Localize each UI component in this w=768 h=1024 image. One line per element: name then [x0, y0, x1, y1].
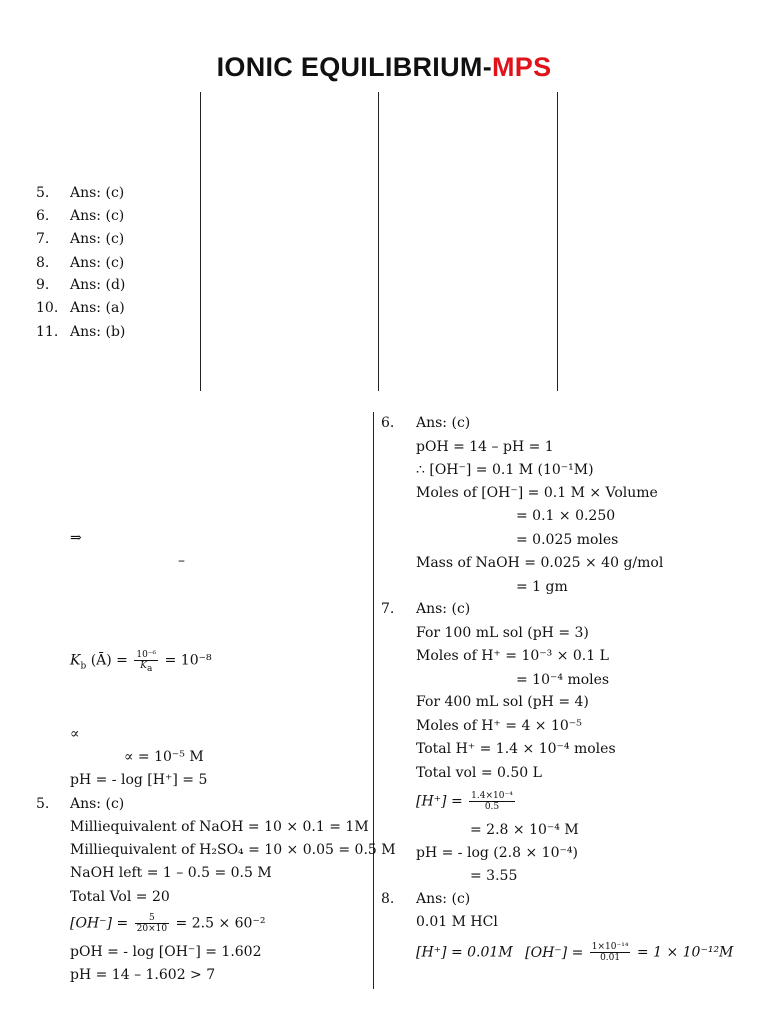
solution-line: pOH = - log [OH⁻] = 1.602 — [70, 944, 262, 960]
page-title — [0, 52, 768, 83]
answer-text: Ans: (b) — [70, 324, 126, 340]
answer-text: Ans: (c) — [416, 891, 471, 907]
answer-text: Ans: (c) — [70, 255, 125, 271]
answer-number: 6. — [36, 208, 50, 224]
kb-equation — [70, 650, 212, 674]
solution-line: Total vol = 0.50 L — [416, 765, 542, 781]
solution-line: pH = 14 – 1.602 > 7 — [70, 967, 216, 983]
answer-text: Ans: (a) — [70, 300, 125, 316]
solution-line: = 0.1 × 0.250 — [516, 508, 616, 524]
oh-fraction — [135, 913, 169, 934]
oh-result: = 2.5 × 60⁻² — [175, 915, 266, 932]
title-accent: MPS — [491, 52, 552, 82]
answer-number: 8. — [36, 255, 50, 271]
answer-number: 11. — [36, 324, 59, 340]
question-number: 5. — [36, 796, 50, 812]
answer-text: Ans: (c) — [70, 185, 125, 201]
solution-line: = 0.025 moles — [516, 532, 619, 548]
oh-numerator: 5 — [135, 913, 169, 924]
solution-line: Milliequivalent of H₂SO₄ = 10 × 0.05 = 0.5 M — [70, 842, 396, 858]
solution-line: ∴ [OH⁻] = 0.1 M (10⁻¹M) — [416, 462, 594, 478]
kb-argument: (Ā) = — [90, 652, 128, 669]
table-divider-3 — [557, 92, 558, 391]
q8-oh-denominator: 0.01 — [600, 953, 621, 963]
column-divider — [373, 412, 374, 989]
kb-symbol: K — [70, 652, 81, 669]
question-number: 7. — [381, 601, 395, 617]
answer-number: 5. — [36, 185, 50, 201]
answer-text: Ans: (c) — [70, 231, 125, 247]
dash-symbol: – — [178, 553, 185, 569]
answer-text: Ans: (c) — [416, 415, 471, 431]
kb-subscript: b — [80, 661, 87, 672]
h-equation — [416, 791, 517, 812]
solution-line: For 400 mL sol (pH = 4) — [416, 694, 589, 710]
kb-numerator: 10⁻⁶ — [136, 650, 157, 660]
kb-fraction — [134, 650, 158, 674]
answer-text: Ans: (d) — [70, 277, 126, 293]
h-denominator: 0.5 — [484, 802, 500, 812]
solution-line: pH = - log (2.8 × 10⁻⁴) — [416, 845, 578, 861]
solution-line: Total H⁺ = 1.4 × 10⁻⁴ moles — [416, 741, 616, 757]
h-fraction — [469, 791, 515, 812]
table-divider-2 — [378, 92, 379, 391]
solution-line: = 1 gm — [516, 579, 568, 595]
kb-denominator: $K_a$ — [140, 661, 153, 674]
alpha-symbol: ∝ — [70, 726, 80, 742]
solution-line: 0.01 M HCl — [416, 914, 498, 930]
implies-symbol: ⇒ — [70, 530, 82, 546]
q8-oh-result: = 1 × 10⁻¹²M — [636, 944, 734, 961]
answer-number: 7. — [36, 231, 50, 247]
solution-line: = 3.55 — [470, 868, 518, 884]
answer-number: 9. — [36, 277, 50, 293]
ph-line: pH = - log [H⁺] = 5 — [70, 772, 208, 788]
oh-denominator: 20×10 — [136, 924, 168, 934]
solution-line: For 100 mL sol (pH = 3) — [416, 625, 589, 641]
question-number: 8. — [381, 891, 395, 907]
title-main: IONIC EQUILIBRIUM- — [216, 52, 492, 82]
answer-number: 10. — [36, 300, 59, 316]
kb-result: = 10⁻⁸ — [164, 652, 212, 669]
q8-oh-fraction — [590, 942, 631, 963]
table-divider-1 — [200, 92, 201, 391]
solution-line: Moles of H⁺ = 4 × 10⁻⁵ — [416, 718, 582, 734]
q8-oh-lhs: [OH⁻] = — [525, 944, 584, 961]
answer-text: Ans: (c) — [70, 796, 125, 812]
solution-line: Moles of H⁺ = 10⁻³ × 0.1 L — [416, 648, 609, 664]
solution-line: NaOH left = 1 – 0.5 = 0.5 M — [70, 865, 272, 881]
oh-equation — [70, 913, 265, 934]
q8-h: [H⁺] = 0.01M — [416, 944, 513, 961]
q8-oh-numerator: 1×10⁻¹⁴ — [591, 942, 629, 952]
solution-line: pOH = 14 – pH = 1 — [416, 439, 554, 455]
solution-line: Mass of NaOH = 0.025 × 40 g/mol — [416, 555, 664, 571]
q8-equation — [416, 942, 733, 963]
solution-line: Milliequivalent of NaOH = 10 × 0.1 = 1M — [70, 819, 369, 835]
solution-line: Moles of [OH⁻] = 0.1 M × Volume — [416, 485, 658, 501]
h-numerator: 1.4×10⁻⁴ — [471, 791, 513, 801]
alpha-equation: ∝ = 10⁻⁵ M — [124, 749, 204, 765]
oh-lhs: [OH⁻] = — [70, 915, 129, 932]
solution-line: Total Vol = 20 — [70, 889, 170, 905]
answer-text: Ans: (c) — [70, 208, 125, 224]
answer-text: Ans: (c) — [416, 601, 471, 617]
h-lhs: [H⁺] = — [416, 793, 463, 810]
solution-line: = 10⁻⁴ moles — [516, 672, 610, 688]
question-number: 6. — [381, 415, 395, 431]
solution-line: = 2.8 × 10⁻⁴ M — [470, 822, 579, 838]
